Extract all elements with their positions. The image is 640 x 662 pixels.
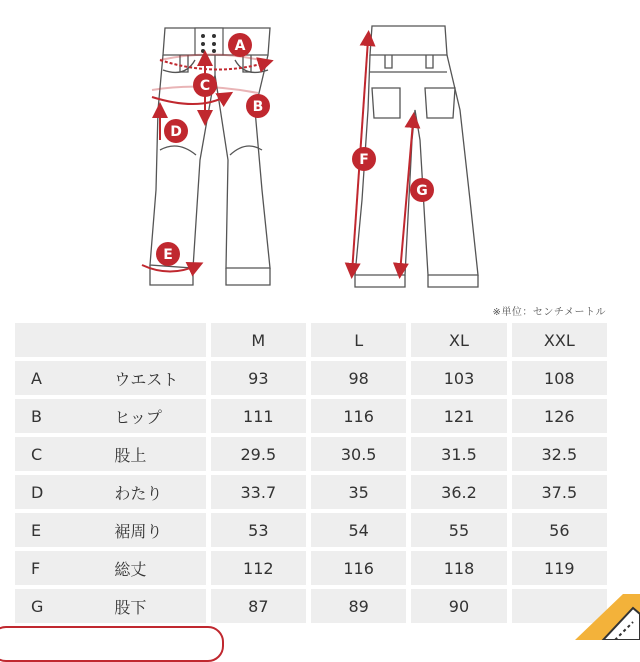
marker-letter: E [163, 247, 173, 263]
ticket-icon [545, 584, 640, 640]
ticket-badge[interactable] [545, 584, 640, 640]
size-value-cell: 37.5 [512, 475, 607, 509]
size-value-cell: 126 [512, 399, 607, 433]
hip-measure-line [152, 95, 228, 104]
table-row [15, 551, 607, 585]
marker-D [164, 119, 188, 143]
size-value-cell: 119 [512, 551, 607, 585]
column-header: M [211, 323, 306, 357]
row-code: F [15, 551, 110, 585]
table-row [15, 475, 607, 509]
size-value-cell: 98 [311, 361, 406, 395]
size-value-cell: 35 [311, 475, 406, 509]
row-measurement-name: わたり [110, 475, 205, 509]
size-value-cell: 112 [211, 551, 306, 585]
row-code: B [15, 399, 110, 433]
size-table-header-row [15, 323, 607, 357]
size-value-cell: 55 [411, 513, 506, 547]
marker-C [193, 73, 217, 97]
size-value-cell: 93 [211, 361, 306, 395]
row-code: G [15, 589, 110, 623]
size-value-cell: 111 [211, 399, 306, 433]
size-value-cell: 118 [411, 551, 506, 585]
size-value-cell: 56 [512, 513, 607, 547]
size-value-cell: 121 [411, 399, 506, 433]
size-value-cell: 29.5 [211, 437, 306, 471]
size-value-cell: 116 [311, 551, 406, 585]
column-header: XL [411, 323, 506, 357]
size-value-cell: 90 [411, 589, 506, 623]
waist-snap-panel [195, 28, 223, 55]
marker-A [228, 33, 252, 57]
pants-size-diagram [0, 0, 640, 300]
column-header: L [311, 323, 406, 357]
marker-F [352, 147, 376, 171]
table-row [15, 589, 607, 623]
size-value-cell: 54 [311, 513, 406, 547]
waist-measure-line [160, 60, 268, 70]
marker-letter: D [170, 124, 182, 140]
size-value-cell: 87 [211, 589, 306, 623]
marker-B [246, 94, 270, 118]
size-value-cell: 116 [311, 399, 406, 433]
table-row [15, 437, 607, 471]
column-header: XXL [512, 323, 607, 357]
marker-letter: A [234, 38, 246, 54]
row-measurement-name: ヒップ [110, 399, 205, 433]
table-row [15, 399, 607, 433]
size-value-cell: 53 [211, 513, 306, 547]
row-code: E [15, 513, 110, 547]
size-value-cell: 36.2 [411, 475, 506, 509]
size-table [15, 319, 607, 627]
size-value-cell: 103 [411, 361, 506, 395]
row-measurement-name: 総丈 [110, 551, 205, 585]
row-code: D [15, 475, 110, 509]
row-measurement-name: 裾周り [110, 513, 205, 547]
marker-G [410, 178, 434, 202]
size-value-cell: 108 [512, 361, 607, 395]
marker-letter: C [199, 78, 211, 94]
marker-letter: G [416, 183, 428, 199]
row-code: C [15, 437, 110, 471]
row-measurement-name: ウエスト [110, 361, 205, 395]
table-row [15, 361, 607, 395]
size-value-cell: 30.5 [311, 437, 406, 471]
marker-letter: B [252, 99, 264, 115]
row-measurement-name: 股下 [110, 589, 205, 623]
action-button-edge[interactable] [0, 626, 224, 662]
row-code: A [15, 361, 110, 395]
unit-note: ※単位：センチメートル [492, 307, 606, 318]
size-value-cell: 33.7 [211, 475, 306, 509]
size-value-cell: 89 [311, 589, 406, 623]
size-value-cell: 31.5 [411, 437, 506, 471]
table-row [15, 513, 607, 547]
size-value-cell: 32.5 [512, 437, 607, 471]
marker-letter: F [359, 152, 369, 168]
marker-E [156, 242, 180, 266]
row-measurement-name: 股上 [110, 437, 205, 471]
size-table-corner [15, 323, 206, 357]
